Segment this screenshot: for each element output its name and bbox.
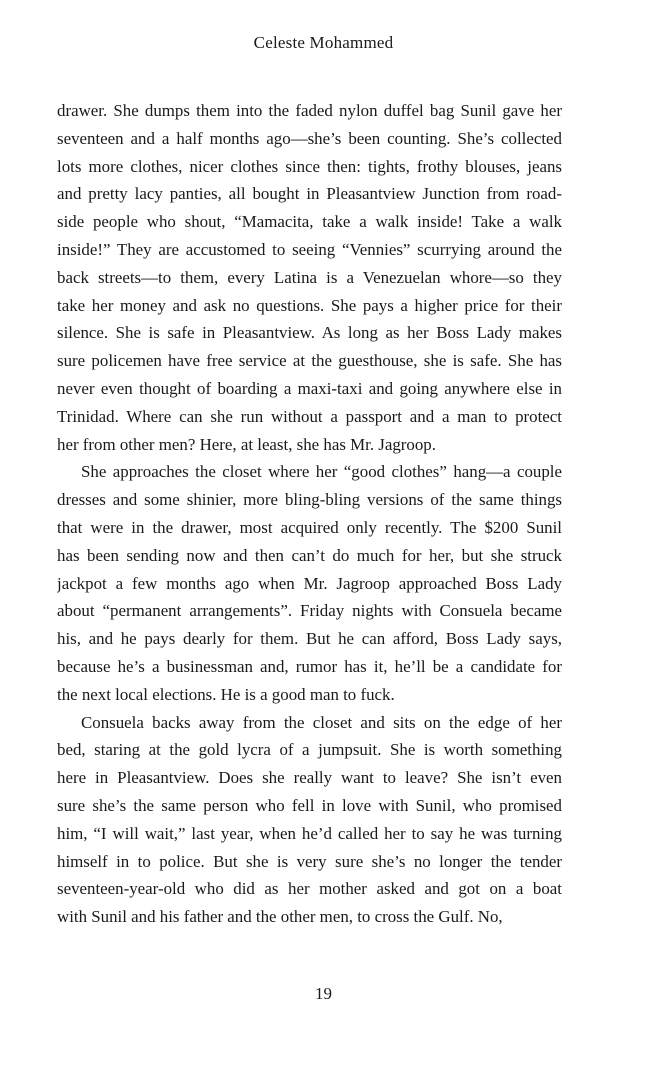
text-line: sure she’s the same person who fell in love with Sunil, who promised	[57, 795, 562, 815]
text-line: his, and he pays dearly for them. But he can afford, Boss Lady says,	[57, 629, 562, 649]
text-line: lots more clothes, nicer clothes since then: tights, frothy blouses, jeans	[57, 156, 562, 176]
text-line: Consuela backs away from the closet and sits on the edge of her	[81, 712, 562, 732]
text-line: because he’s a businessman and, rumor has it, he’ll be a candidate for	[57, 656, 562, 676]
text-line: inside!” They are accustomed to seeing “Vennies” scurrying around the	[57, 239, 562, 259]
paragraph	[57, 458, 562, 708]
paragraph	[57, 97, 562, 458]
text-line: take her money and ask no questions. She pays a higher price for their	[57, 295, 562, 315]
text-line: that were in the drawer, most acquired only recently. The $200 Sunil	[57, 517, 562, 537]
page-number: 19	[315, 984, 332, 1003]
text-line: with Sunil and his father and the other men, to cross the Gulf. No,	[57, 907, 503, 927]
text-line: She approaches the closet where her “good clothes” hang—a couple	[81, 462, 562, 482]
text-line: sure policemen have free service at the guesthouse, she is safe. She has	[57, 351, 562, 371]
text-line: side people who shout, “Mamacita, take a walk inside! Take a walk	[57, 212, 562, 232]
text-line: back streets—to them, every Latina is a Venezuelan whore—so they	[57, 267, 562, 287]
paragraph	[57, 709, 562, 931]
text-line: her from other men? Here, at least, she has Mr. Jagroop.	[57, 434, 436, 454]
text-line: seventeen and a half months ago—she’s been counting. She’s collected	[57, 128, 562, 148]
text-line: the next local elections. He is a good man to fuck.	[57, 684, 395, 704]
text-line: Trinidad. Where can she run without a passport and a man to protect	[57, 406, 562, 426]
text-line: bed, staring at the gold lycra of a jumpsuit. She is worth something	[57, 740, 562, 760]
text-line: dresses and some shinier, more bling-bling versions of the same things	[57, 490, 562, 510]
text-line: has been sending now and then can’t do much for her, but she struck	[57, 545, 562, 565]
text-line: about “permanent arrangements”. Friday nights with Consuela became	[57, 601, 562, 621]
text-line: him, “I will wait,” last year, when he’d called her to say he was turning	[57, 823, 562, 843]
text-line: silence. She is safe in Pleasantview. As long as her Boss Lady makes	[57, 323, 562, 343]
text-line: himself in to police. But she is very sure she’s no longer the tender	[57, 851, 562, 871]
text-line: jackpot a few months ago when Mr. Jagroop approached Boss Lady	[57, 573, 562, 593]
running-head: Celeste Mohammed	[253, 33, 394, 52]
text-line: seventeen-year-old who did as her mother asked and got on a boat	[57, 879, 562, 899]
text-line: and pretty lacy panties, all bought in Pleasantview Junction from road-	[57, 184, 562, 204]
body-text	[57, 97, 562, 931]
text-line: drawer. She dumps them into the faded nylon duffel bag Sunil gave her	[57, 101, 562, 120]
text-line: never even thought of boarding a maxi-taxi and going anywhere else in	[57, 378, 562, 398]
text-line: here in Pleasantview. Does she really want to leave? She isn’t even	[57, 768, 562, 788]
